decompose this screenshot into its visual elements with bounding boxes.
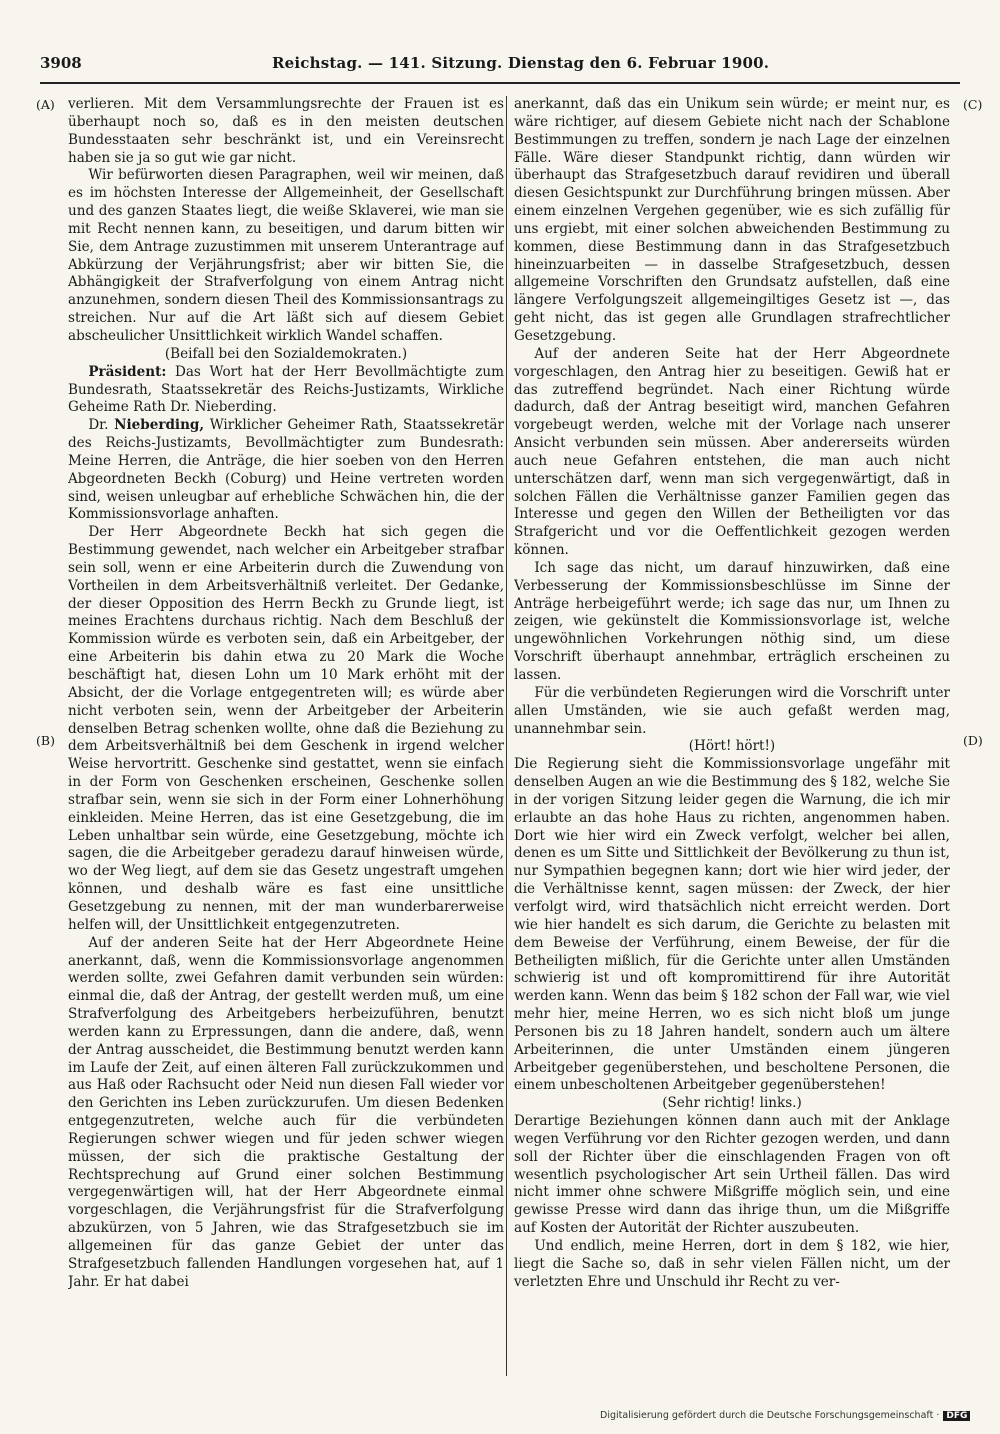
speaker-nieberding: Nieberding,: [114, 417, 205, 434]
paragraph: anerkannt, daß das ein Unikum sein würde; er meint nur, es wäre richtiger, auf diesem Gebiete nicht nach der Schablone Bestimmungen zu treffen, sondern je nach Lage der einzelnen Fälle. Wäre dieser Standpunkt richtig, dann würden wir überhaupt das Strafgesetzbuch darauf revidiren und überall diesen Gesichtspunkt zur Durchführung bringen müssen. Aber einem einzelnen Vergehen gegenüber, wie es sich zufällig für uns ergiebt, mit einer solchen abweichenden Bestimmung zu kommen, diese Bestimmung dann in das Strafgesetzbuch hineinzuarbeiten — in dasselbe Strafgesetzbuch, dessen allgemeine Vorschriften den Grundsatz aufstellen, daß eine längere Verfolgungszeit allgemeingiltiges Gesetz ist —, das geht nicht, das ist gegen alle Grundlagen strafrechtlicher Gesetzgebung.: [514, 96, 950, 344]
credit-text: Digitalisierung gefördert durch die Deutsche Forschungsgemeinschaft ·: [600, 1410, 940, 1421]
applause-note: (Beifall bei den Sozialdemokraten.): [164, 345, 408, 362]
paragraph: Der Herr Abgeordnete Beckh hat sich gegen die Bestimmung gewendet, nach welcher ein Arbeitgeber strafbar sein soll, wenn er eine Arbeiterin durch die Zuwendung von Vortheilen in dem Arbeitsverhältniß verleitet. Der Gedanke, der dieser Opposition des Herrn Beckh zu Grunde liegt, ist meines Erachtens durchaus richtig. Nach dem Beschluß der Kommission würde es verboten sein, daß ein Arbeitgeber, der eine Arbeiterin bis dahin etwa zu 20 Mark die Woche beschäftigt hat, diesen Lohn um 10 Mark erhöht mit der Absicht, der die Vorlage entgegentreten will; es würde aber nicht verboten sein, wenn der Arbeitgeber der Arbeiterin denselben Betrag schenken wollte, ohne daß die Beziehung zu dem Arbeitsverhältniß bei dem Geschenk in irgend welcher Weise hervortritt. Geschenke sind gestattet, wenn sie einfach in der Form von Geschenken erscheinen, Geschenke sollen strafbar sein, wenn sie sich in der Form einer Lohnerhöhung einkleiden. Meine Herren, das ist eine Gesetzgebung, die im Leben unhaltbar sein würde, eine Gesetzgebung, möchte ich sagen, die die Arbeitgeber geradezu darauf hinweisen würde, wo der Weg liegt, auf dem sie das Gesetz ungestraft umgehen können, und deshalb wäre es fast eine unsittliche Gesetzgebung zu nennen, mit der man wunderbarerweise helfen will, der Unsittlichkeit entgegenzutreten.: [68, 524, 504, 933]
margin-marker-c: (C): [963, 97, 983, 112]
dfg-logo: DFG: [943, 1411, 970, 1421]
margin-marker-d: (D): [963, 733, 983, 748]
president-text: Das Wort hat der Herr Bevollmächtigte zum Bundesrath, Staatssekretär des Reichs-Justizamts, Wirkliche Geheime Rath Dr. Nieberding.: [68, 363, 504, 416]
paragraph: Die Regierung sieht die Kommissionsvorlage ungefähr mit denselben Augen an wie die Bestimmung des § 182, welche Sie in der vorigen Sitzung leider gegen die Warnung, die ich mir erlaubte an das hohe Haus zu richten, angenommen haben. Dort wie hier wird ein Zweck verfolgt, welcher bei allen, denen es um Sitte und Sittlichkeit der Bevölkerung zu thun ist, nur Sympathien begegnen kann; dort wie hier wird jeder, der die Verhältnisse kennt, sagen müssen: der Zweck, der hier verfolgt wird, wird thatsächlich nicht erreicht werden. Dort wie hier handelt es sich darum, die Gerichte zu belasten mit dem Beweise der Verführung, einem Beweise, der für die Betheiligten mißlich, für die Gerichte unter allen Umständen schwierig ist und oft kompromittirend für ihre Autorität werden kann. Wenn das beim § 182 schon der Fall war, wie viel mehr hier, meine Herren, wo es sich nicht bloß um junge Personen bis zu 18 Jahren handelt, sondern auch um ältere Arbeiterinnen, die unter Umständen einem jüngeren Arbeitgeber gegenüberstehen, und bescholtene Personen, die einem unbescholtenen Arbeitgeber gegenüberstehen!: [514, 756, 950, 1094]
paragraph: verlieren. Mit dem Versammlungsrechte der Frauen ist es überhaupt noch so, daß es in den meisten deutschen Bundesstaaten sehr beschränkt ist, und ein Vereinsrecht haben sie ja so gut wie gar nicht.: [68, 96, 504, 166]
paragraph: Ich sage das nicht, um darauf hinzuwirken, daß eine Verbesserung der Kommissionsbeschlüsse im Sinne der Anträge herbeigeführt werde; ich sage das nur, um Ihnen zu zeigen, wie gekünstelt die Kommissionsvorlage ist, welche ungewöhnlichen Vorkehrungen nöthig sind, um diese Vorschrift überhaupt annehmbar, erträglich erscheinen zu lassen.: [514, 559, 950, 683]
page-number: 3908: [40, 54, 82, 72]
president-statement: [68, 364, 504, 418]
running-head: Reichstag. — 141. Sitzung. Dienstag den 6. Februar 1900.: [272, 54, 770, 72]
digitization-credit: [600, 1410, 970, 1426]
paragraph: Wir befürworten diesen Paragraphen, weil wir meinen, daß es im höchsten Interesse der Allgemeinheit, der Gesellschaft und des ganzen Staates liegt, die weiße Sklaverei, wie man sie mit Recht nennen kann, zu beseitigen, und darum bitten wir Sie, dem Antrage zuzustimmen mit unserem Unterantrage auf Abkürzung der Verjährungsfrist; aber wir bitten Sie, die Abhängigkeit der Strafverfolgung von einem Antrag nicht anzunehmen, sondern diesen Theil des Kommissionsantrags zu streichen. Nur auf die Art läßt sich auf diesem Gebiet abscheulicher Unsittlichkeit wirklich Wandel schaffen.: [68, 167, 504, 344]
margin-marker-b: (B): [36, 733, 55, 748]
title-prefix: Dr.: [88, 417, 109, 434]
nieberding-statement: [68, 417, 504, 524]
page-body: [60, 96, 960, 1376]
right-column: [514, 96, 950, 1376]
paragraph: Derartige Beziehungen können dann auch mit der Anklage wegen Verführung vor den Richter gezogen werden, und dann soll der Richter über die einschlagenden Fragen von oft wesentlich psychologischer Art sein Urtheil fällen. Das wird nicht immer ohne schwere Mißgriffe möglich sein, und eine gewisse Presse wird dann das ihrige thun, um die Mißgriffe auf Kosten der Autorität der Richter auszubeuten.: [514, 1113, 950, 1237]
margin-marker-a: (A): [36, 97, 55, 112]
paragraph: Auf der anderen Seite hat der Herr Abgeordnete vorgeschlagen, den Antrag hier zu beseitigen. Gewiß hat er das zutreffend begründet. Nach einer Richtung würde dadurch, daß der Antrag beseitigt wird, manchen Gefahren vorgebeugt werden, welche mit der Vorlage nach unserer Ansicht verbunden sein müssen. Aber andererseits würden auch neue Gefahren entstehen, die man auch nicht unterschätzen darf, wenn man sich vergegenwärtigt, daß in solchen Fällen die Verhältnisse ganzer Familien gegen das Interesse und gegen den Willen der Betheiligten vor das Strafgericht und vor die Oeffentlichkeit gezogen werden können.: [514, 345, 950, 559]
speaker-president: Präsident:: [88, 363, 167, 380]
left-column: [68, 96, 504, 1376]
interjection: (Sehr richtig! links.): [662, 1095, 802, 1112]
page-header: [40, 50, 960, 84]
paragraph: Auf der anderen Seite hat der Herr Abgeordnete Heine anerkannt, daß, wenn die Kommissionsvorlage angenommen werden sollte, zwei Gefahren damit verbunden sein würden: einmal die, daß der Antrag, der gestellt werden muß, um eine Strafverfolgung des Arbeitgebers herbeizuführen, benutzt werden kann zu Erpressungen, dann die andere, daß, wenn der Antrag ausscheidet, die Bestimmung benutzt werden kann im Laufe der Zeit, auf einen älteren Fall zurückzukommen und aus Haß oder Rachsucht oder Neid nun diesen Fall wieder vor den Gerichten ins Leben zurückzurufen. Um diesen Bedenken entgegenzutreten, welche auch für die verbündeten Regierungen schwer wiegen und für jeden schwer wiegen müssen, der sich die praktische Gestaltung der Rechtsprechung auf Grund einer solchen Bestimmung vergegenwärtigen will, hat der Herr Abgeordnete einmal vorgeschlagen, die Verjährungsfrist für die Strafverfolgung abzukürzen, von 5 Jahren, wie das Strafgesetzbuch sie im allgemeinen für das ganze Gebiet der unter das Strafgesetzbuch fallenden Handlungen vorgesehen hat, auf 1 Jahr. Er hat dabei: [68, 934, 504, 1290]
paragraph: Für die verbündeten Regierungen wird die Vorschrift unter allen Umständen, wie sie auch gefaßt werden mag, unannehmbar sein.: [514, 684, 950, 737]
nieberding-text: Wirklicher Geheimer Rath, Staatssekretär des Reichs-Justizamts, Bevollmächtigter zum Bundesrath: Meine Herren, die Anträge, die hier soeben von den Herren Abgeordneten Beckh (Coburg) und Heine vertreten worden sind, weisen unleugbar auf erhebliche Schwächen hin, die der Kommissionsvorlage anhaften.: [68, 417, 504, 523]
interjection: (Hört! hört!): [688, 738, 776, 755]
column-divider: [506, 96, 507, 1376]
paragraph: Und endlich, meine Herren, dort in dem § 182, wie hier, liegt die Sache so, daß in sehr vielen Fällen nicht, um der verletzten Ehre und Unschuld ihr Recht zu ver-: [514, 1238, 950, 1290]
